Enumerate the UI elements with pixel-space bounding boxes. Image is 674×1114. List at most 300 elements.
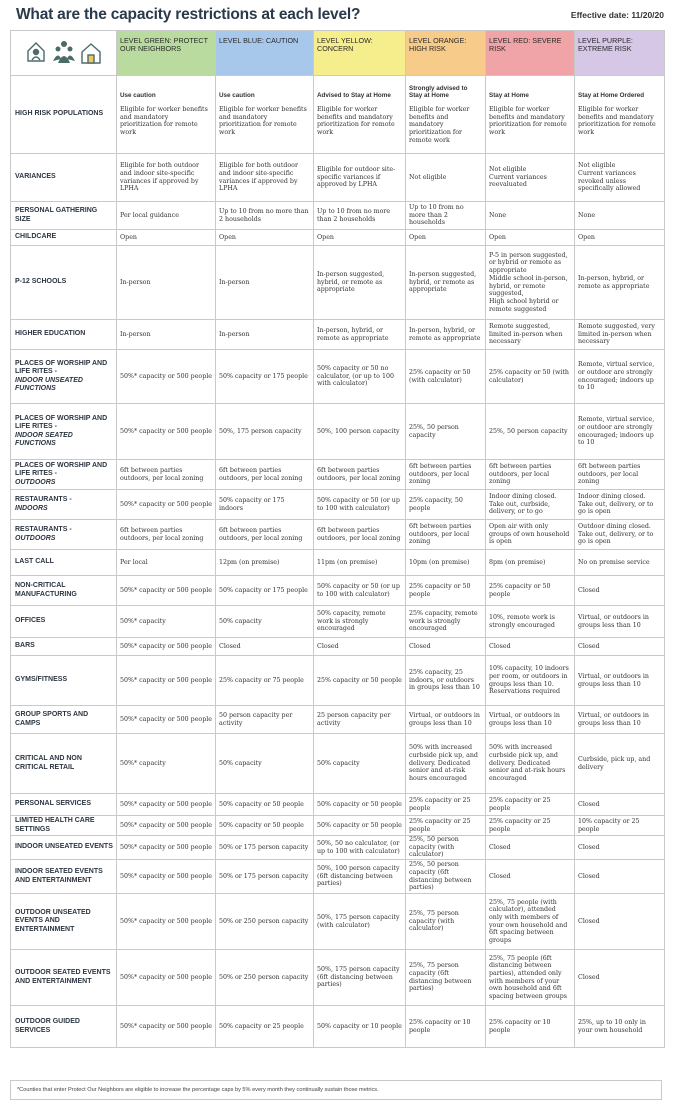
cell-text: In-person [120, 330, 151, 338]
table-row [11, 460, 665, 490]
cell-orange [406, 350, 486, 404]
cell-text: 50%* capacity or 500 people [120, 843, 212, 851]
cell-text: Closed [578, 973, 600, 981]
cell-red [486, 154, 575, 202]
table-row [11, 606, 665, 638]
cell-text: 50% capacity or 50 (or up to 100 with calculator) [317, 582, 400, 598]
cell-blue [216, 734, 314, 794]
cell-blue [216, 950, 314, 1006]
cell-text: 10% capacity, 10 indoors per room, or outdoors in groups less than 10. Reservations required [489, 665, 569, 696]
cell-text: 50%* capacity or 500 people [120, 676, 212, 684]
cell-red [486, 656, 575, 706]
cell-text: Virtual, or outdoors in groups less than 10 [409, 711, 480, 727]
cell-yellow [314, 460, 406, 490]
cell-text: P-5 in person suggested, or hybrid or remote as appropriate [489, 251, 568, 275]
cell-red [486, 202, 575, 230]
table-row [11, 734, 665, 794]
cell-blue [216, 656, 314, 706]
category-sub-label: INDOOR SEATED FUNCTIONS [15, 431, 73, 447]
cell-text: 25 person capacity per activity [317, 711, 391, 727]
cell-text: 11pm (on premise) [317, 558, 378, 566]
row-category [11, 656, 117, 706]
cell-yellow [314, 656, 406, 706]
effective-date: Effective date: 11/20/20 [570, 10, 664, 20]
cell-blue [216, 202, 314, 230]
cell-purple [575, 576, 665, 606]
table-row [11, 550, 665, 576]
cell-text: 25% capacity or 50 people [489, 582, 551, 598]
cell-green [117, 950, 216, 1006]
cell-yellow [314, 860, 406, 894]
category-label: INDOOR UNSEATED EVENTS [15, 843, 113, 851]
cell-text: 50% capacity or 25 people [219, 1022, 304, 1030]
cell-green [117, 706, 216, 734]
cell-green [117, 860, 216, 894]
row-category [11, 246, 117, 320]
table-row [11, 1006, 665, 1048]
cell-text: 50% or 175 person capacity [219, 843, 309, 851]
cell-red [486, 836, 575, 860]
level-header-blue: LEVEL BLUE: CAUTION [216, 31, 314, 76]
cell-text: 50% capacity or 50 (or up to 100 with calculator) [317, 496, 400, 512]
cell-text: 50% capacity or 50 people [219, 821, 304, 829]
cell-orange [406, 550, 486, 576]
cell-text: 50%* capacity or 500 people [120, 427, 212, 435]
cell-text: In-person [219, 330, 250, 338]
cell-text: 50%, 175 person capacity (with calculator) [317, 913, 400, 929]
category-label: PLACES OF WORSHIP AND LIFE RITES - [15, 359, 108, 376]
table-row [11, 576, 665, 606]
cell-text: 50%* capacity [120, 759, 166, 767]
cell-yellow [314, 794, 406, 816]
cell-text: Eligible for worker benefits and mandatory prioritization for remote work [120, 105, 208, 136]
table-row [11, 894, 665, 950]
person-icon [28, 43, 44, 61]
cell-purple [575, 154, 665, 202]
cell-text: 50%* capacity or 500 people [120, 917, 212, 925]
cell-text: 50 person capacity per activity [219, 711, 293, 727]
cell-red [486, 816, 575, 836]
page-title: What are the capacity restrictions at each level? [16, 6, 361, 23]
cell-yellow [314, 894, 406, 950]
cell-yellow [314, 404, 406, 460]
cell-text: In-person, hybrid, or remote as appropriate [317, 326, 389, 342]
cell-blue [216, 794, 314, 816]
cell-red [486, 320, 575, 350]
cell-text: Remote, virtual service, or outdoor are strongly encouraged; indoors up to 10 [578, 361, 655, 392]
cell-red [486, 230, 575, 246]
cell-text: Closed [489, 642, 511, 650]
cell-purple [575, 76, 665, 154]
cell-purple [575, 1006, 665, 1048]
cell-orange [406, 490, 486, 520]
table-row [11, 860, 665, 894]
cell-purple [575, 320, 665, 350]
cell-yellow [314, 638, 406, 656]
cell-blue [216, 490, 314, 520]
cell-text: Virtual, or outdoors in groups less than 10 [578, 672, 649, 688]
cell-blue [216, 246, 314, 320]
cell-purple [575, 816, 665, 836]
cell-orange [406, 860, 486, 894]
cell-yellow [314, 576, 406, 606]
cell-red [486, 550, 575, 576]
cell-text: 50% capacity or 175 indoors [219, 496, 285, 512]
cell-blue [216, 894, 314, 950]
cell-text: 25% capacity, remote work is strongly encouraged [409, 609, 478, 633]
cell-text: Open [120, 233, 137, 241]
cell-red [486, 490, 575, 520]
cell-blue [216, 816, 314, 836]
category-label: INDOOR SEATED EVENTS AND ENTERTAINMENT [15, 868, 103, 884]
cell-text: 6ft between parties outdoors, per local zoning [578, 462, 641, 486]
cell-text: In-person suggested, hybrid, or remote as appropriate [409, 270, 477, 294]
cell-text: 25%, 75 person capacity (6ft distancing between parties) [409, 962, 472, 993]
cell-purple [575, 202, 665, 230]
cell-yellow [314, 816, 406, 836]
header-row [11, 31, 665, 76]
cell-orange [406, 202, 486, 230]
cell-text: In-person [219, 278, 250, 286]
row-category [11, 794, 117, 816]
cell-text: Up to 10 from no more than 2 households [409, 203, 464, 227]
cell-green [117, 816, 216, 836]
cell-text: Indoor dining closed. Take out, curbside, delivery, or to go [489, 492, 557, 516]
cell-text: 6ft between parties outdoors, per local zoning [317, 526, 401, 542]
cell-text: In-person [120, 278, 151, 286]
cell-purple [575, 894, 665, 950]
cell-orange [406, 520, 486, 550]
cell-orange [406, 576, 486, 606]
cell-green [117, 76, 216, 154]
cell-text: 50%, 100 person capacity (6ft distancing between parties) [317, 865, 400, 888]
cell-text: 6ft between parties outdoors, per local zoning [120, 526, 204, 542]
cell-text: 25% capacity or 50 (with calculator) [409, 368, 471, 384]
cell-heading: Stay at Home Ordered [578, 92, 645, 100]
cell-text: 6ft between parties outdoors, per local zoning [409, 462, 472, 486]
cell-text: 50%* capacity or 500 people [120, 372, 212, 380]
cell-orange [406, 460, 486, 490]
table-row [11, 950, 665, 1006]
cell-text: Per local [120, 558, 148, 566]
cell-text: 25%, 50 person capacity (6ft distancing between parties) [409, 861, 472, 892]
cell-text: 25%, 75 people (with calculator), attended only with members of your own household and 6ft spacing between groups [489, 898, 568, 944]
category-label: VARIANCES [15, 173, 56, 181]
cell-text: No on premise service [578, 558, 650, 566]
cell-text: 50%, 175 person capacity [219, 427, 302, 435]
cell-red [486, 404, 575, 460]
cell-blue [216, 638, 314, 656]
cell-text: 10pm (on premise) [409, 558, 470, 566]
cell-blue [216, 460, 314, 490]
category-label: LIMITED HEALTH CARE SETTINGS [15, 817, 95, 833]
table-row [11, 76, 665, 154]
cell-blue [216, 860, 314, 894]
cell-purple [575, 860, 665, 894]
cell-purple [575, 350, 665, 404]
cell-purple [575, 490, 665, 520]
cell-text: 6ft between parties outdoors, per local zoning [409, 522, 472, 546]
cell-yellow [314, 246, 406, 320]
cell-text: 50%* capacity or 500 people [120, 500, 212, 508]
table-row [11, 154, 665, 202]
category-label: RESTAURANTS - [15, 526, 72, 534]
category-label: P-12 SCHOOLS [15, 278, 67, 286]
people-group-icon [53, 41, 75, 63]
cell-text: Current variances reevaluated [489, 173, 547, 189]
cell-purple [575, 656, 665, 706]
level-header-green: LEVEL GREEN: PROTECT OUR NEIGHBORS [117, 31, 216, 76]
cell-orange [406, 230, 486, 246]
cell-text: 6ft between parties outdoors, per local zoning [219, 466, 303, 482]
cell-green [117, 656, 216, 706]
cell-text: Eligible for outdoor site-specific variances if approved by LPHA [317, 165, 396, 189]
cell-text: 6ft between parties outdoors, per local zoning [219, 526, 303, 542]
cell-green [117, 606, 216, 638]
row-category [11, 576, 117, 606]
cell-text: Closed [489, 872, 511, 880]
cell-text: Per local guidance [120, 211, 179, 219]
cell-text: Closed [578, 800, 600, 808]
cell-purple [575, 950, 665, 1006]
cell-text: Closed [317, 642, 339, 650]
row-category [11, 202, 117, 230]
cell-text: 50% capacity, remote work is strongly encouraged [317, 609, 386, 633]
cell-text: 50%* capacity or 500 people [120, 1022, 212, 1030]
cell-text: Eligible for worker benefits and mandatory prioritization for remote work [409, 105, 470, 144]
cell-orange [406, 76, 486, 154]
cell-yellow [314, 350, 406, 404]
footnote: *Counties that enter Protect Our Neighbors are eligible to increase the percentage caps by 5% every month they continually sustain those metrics. [10, 1080, 662, 1100]
category-sub-label: INDOOR UNSEATED FUNCTIONS [15, 376, 83, 392]
cell-red [486, 638, 575, 656]
cell-orange [406, 816, 486, 836]
cell-green [117, 350, 216, 404]
cell-red [486, 950, 575, 1006]
category-label: LAST CALL [15, 558, 54, 566]
cell-text: Closed [409, 642, 431, 650]
cell-text: 8pm (on premise) [489, 558, 546, 566]
row-category [11, 350, 117, 404]
cell-blue [216, 1006, 314, 1048]
row-category [11, 860, 117, 894]
cell-purple [575, 734, 665, 794]
cell-yellow [314, 76, 406, 154]
row-category [11, 816, 117, 836]
cell-text: Eligible for both outdoor and indoor site-specific variances if approved by LPHA [120, 162, 199, 193]
table-row [11, 794, 665, 816]
cell-green [117, 734, 216, 794]
cell-blue [216, 836, 314, 860]
cell-text: 50%* capacity or 500 people [120, 586, 212, 594]
level-header-purple: LEVEL PURPLE: EXTREME RISK [575, 31, 665, 76]
table-row [11, 816, 665, 836]
cell-green [117, 460, 216, 490]
cell-yellow [314, 320, 406, 350]
cell-text: None [489, 211, 507, 219]
cell-green [117, 576, 216, 606]
cell-text: Up to 10 from no more than 2 households [317, 207, 391, 223]
cell-text: 25% capacity or 25 people [409, 796, 471, 812]
cell-text: Virtual, or outdoors in groups less than 10 [578, 711, 649, 727]
cell-text: 6ft between parties outdoors, per local zoning [317, 466, 401, 482]
cell-orange [406, 706, 486, 734]
cell-green [117, 638, 216, 656]
cell-yellow [314, 950, 406, 1006]
category-sub-label: OUTDOORS [15, 478, 56, 486]
category-label: BARS [15, 642, 35, 650]
cell-text: 25% capacity or 25 people [489, 817, 551, 833]
cell-orange [406, 404, 486, 460]
cell-text: 50% capacity or 50 people [219, 800, 304, 808]
category-label: PLACES OF WORSHIP AND LIFE RITES - [15, 461, 108, 478]
cell-text: Open [409, 233, 426, 241]
cell-blue [216, 76, 314, 154]
cell-yellow [314, 230, 406, 246]
cell-yellow [314, 606, 406, 638]
cell-blue [216, 606, 314, 638]
table-body [11, 76, 665, 1048]
table-row [11, 836, 665, 860]
table-row [11, 706, 665, 734]
table-row [11, 350, 665, 404]
cell-red [486, 246, 575, 320]
cell-yellow [314, 154, 406, 202]
cell-green [117, 202, 216, 230]
cell-text: 12pm (on premise) [219, 558, 280, 566]
cell-green [117, 520, 216, 550]
cell-text: 50% capacity or 10 people [317, 1022, 402, 1030]
cell-blue [216, 230, 314, 246]
category-label: OUTDOOR UNSEATED EVENTS AND ENTERTAINMENT [15, 908, 91, 933]
cell-text: 50% capacity [317, 759, 360, 767]
table-row [11, 202, 665, 230]
cell-text: Open [578, 233, 595, 241]
category-label: PERSONAL SERVICES [15, 800, 91, 808]
cell-purple [575, 550, 665, 576]
cell-purple [575, 404, 665, 460]
cell-text: 25%, 75 person capacity (with calculator) [409, 910, 459, 933]
cell-text: 25% capacity or 75 people [219, 676, 304, 684]
cell-text: Not eligible [578, 162, 616, 170]
cell-text: Virtual, or outdoors in groups less than 10 [489, 711, 560, 727]
row-category [11, 320, 117, 350]
cell-orange [406, 794, 486, 816]
cell-text: 50%* capacity or 500 people [120, 715, 212, 723]
cell-text: 10% capacity or 25 people [578, 817, 640, 833]
row-category [11, 76, 117, 154]
cell-text: Eligible for worker benefits and mandatory prioritization for remote work [317, 105, 395, 136]
level-header-orange: LEVEL ORANGE: HIGH RISK [406, 31, 486, 76]
cell-text: Not eligible [409, 173, 447, 181]
cell-blue [216, 550, 314, 576]
table-row [11, 404, 665, 460]
row-category [11, 606, 117, 638]
cell-text: Closed [219, 642, 241, 650]
row-category [11, 520, 117, 550]
cell-orange [406, 246, 486, 320]
cell-purple [575, 230, 665, 246]
row-category [11, 950, 117, 1006]
table-row [11, 520, 665, 550]
cell-text: 25%, 75 people (6ft distancing between parties), attended only with members of your own household and 6ft spacing between groups [489, 954, 567, 1000]
cell-text: 50% capacity or 50 people [317, 800, 402, 808]
table-row [11, 246, 665, 320]
cell-text: Closed [578, 586, 600, 594]
cell-text: 50% capacity or 175 people [219, 586, 308, 594]
row-category [11, 154, 117, 202]
row-category [11, 230, 117, 246]
category-sub-label: OUTDOORS [15, 534, 56, 542]
cell-blue [216, 404, 314, 460]
cell-blue [216, 576, 314, 606]
cell-text: Not eligible [489, 165, 527, 173]
row-category [11, 836, 117, 860]
cell-text: Open [219, 233, 236, 241]
cell-text: 50% or 250 person capacity [219, 973, 309, 981]
category-label: HIGHER EDUCATION [15, 330, 86, 338]
cell-text: 50% capacity or 50 people [317, 821, 402, 829]
cell-text: Indoor dining closed. Take out, delivery, or to go is open [578, 492, 654, 516]
cell-orange [406, 638, 486, 656]
cell-text: Open [489, 233, 506, 241]
cell-text: Closed [578, 872, 600, 880]
cell-green [117, 836, 216, 860]
cell-green [117, 490, 216, 520]
cell-heading: Use caution [219, 92, 255, 100]
cell-text: Remote, virtual service, or outdoor are strongly encouraged; indoors up to 10 [578, 416, 655, 447]
row-category [11, 706, 117, 734]
cell-purple [575, 460, 665, 490]
row-category [11, 734, 117, 794]
cell-text: 50%, 50 no calculator, (or up to 100 with calculator) [317, 839, 400, 855]
cell-text: Eligible for both outdoor and indoor site-specific variances if approved by LPHA [219, 162, 298, 193]
row-category [11, 894, 117, 950]
cell-text: 50% with increased curbside pick up, and delivery. Dedicated senior and at-risk hours encouraged [489, 744, 566, 782]
cell-text: Open [317, 233, 334, 241]
cell-text: 25% capacity, 25 indoors, or outdoors in groups less than 10 [409, 668, 480, 692]
cell-text: 25% capacity or 25 people [409, 817, 471, 833]
cell-text: 50% capacity [219, 617, 262, 625]
cell-text: 50% with increased curbside pick up, and delivery. Dedicated senior and at-risk hours encouraged [409, 744, 478, 782]
cell-orange [406, 734, 486, 794]
cell-blue [216, 154, 314, 202]
category-label: PERSONAL GATHERING SIZE [15, 207, 98, 223]
cell-yellow [314, 1006, 406, 1048]
cell-text: Closed [578, 917, 600, 925]
category-label: PLACES OF WORSHIP AND LIFE RITES - [15, 414, 108, 431]
level-header-yellow: LEVEL YELLOW: CONCERN [314, 31, 406, 76]
cell-red [486, 1006, 575, 1048]
cell-text: Outdoor dining closed. Take out, delivery, or to go is open [578, 522, 654, 546]
cell-text: 25%, up to 10 only in your own household [578, 1018, 646, 1034]
cell-purple [575, 606, 665, 638]
cell-red [486, 794, 575, 816]
table-row [11, 230, 665, 246]
cell-blue [216, 706, 314, 734]
cell-text: 25% capacity or 25 people [489, 796, 551, 812]
table-row [11, 320, 665, 350]
category-label: HIGH RISK POPULATIONS [15, 110, 104, 118]
cell-text: 50% or 175 person capacity [219, 872, 309, 880]
cell-text: Eligible for worker benefits and mandatory prioritization for remote work [578, 105, 656, 136]
cell-yellow [314, 706, 406, 734]
cell-orange [406, 894, 486, 950]
cell-yellow [314, 734, 406, 794]
cell-text: In-person, hybrid, or remote as appropriate [409, 326, 481, 342]
table-row [11, 490, 665, 520]
cell-text: Virtual, or outdoors in groups less than 10 [578, 613, 649, 629]
